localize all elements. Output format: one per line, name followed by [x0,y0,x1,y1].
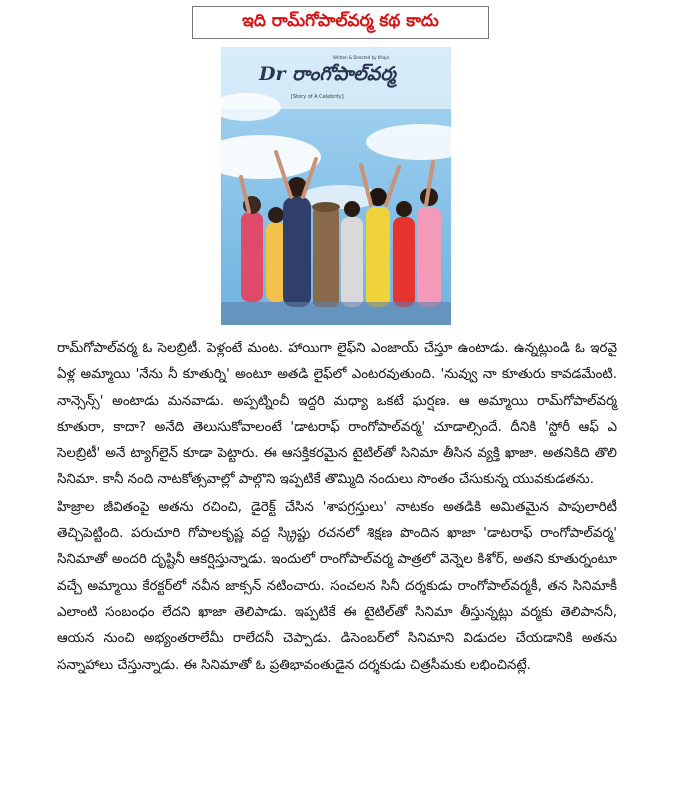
article-paragraph: రామ్‌గోపాల్‌వర్మ ఓ సెలబ్రిటీ. పెళ్లంటే మంట. హాయిగా లైఫ్‌ని ఎంజాయ్ చేస్తూ ఉంటాడు. ఉన్నట్లుండి ఓ ఇరవై ఏళ్ల అమ్మాయి 'నేను నీ కూతుర్ని' అంటూ అతడి లైఫ్‌లో ఎంటరవుతుంది. 'నువ్వు నా కూతురు కావడమేంటి. నాన్సెన్స్' అంటాడు మనవాడు. అప్పట్నించీ ఇద్దరి మధ్యా ఒకటే ఘర్షణ. ఆ అమ్మాయి రామ్‌గోపాల్‌వర్మ కూతురా, కాదా? అనేది తెలుసుకోవాలంటే 'డాటరాఫ్ రాంగోపాల్‌వర్మ' చూడాల్సిందే. దీనికి 'స్టోరీ ఆఫ్ ఎ సెలబ్రిటీ' అనే ట్యాగ్‌లైన్ కూడా పెట్టారు. ఈ ఆసక్తికరమైన టైటిల్‌తో సినిమా తీసిన వ్యక్తి ఖాజా. అతనికిది తొలి సినిమా. కానీ నంది నాటకోత్సవాల్లో పాల్గొని ఇప్పటికే తొమ్మిది నందులు సొంతం చేసుకున్న యువకుడతను. [57,341,617,488]
poster-tagline: [Story of A Celebrity] [291,94,344,100]
headline: ఇది రామ్‌గోపాల్‌వర్మ కథ కాదు [192,6,489,39]
movie-poster [221,47,451,325]
article-paragraph: హిజ్రాల జీవితంపై అతను రచించి, డైరెక్ట్ చేసిన 'శాపగ్రస్తులు' నాటకం అతడికి అమితమైన పాపులారిటీ తెచ్చిపెట్టింది. పరుచూరి గోపాలకృష్ణ వద్ద స్క్రిప్టు రచనలో శిక్షణ పొందిన ఖాజా 'డాటరాఫ్ రాంగోపాల్‌వర్మ' సినిమాతో అందరి దృష్టినీ ఆకర్షిస్తున్నాడు. ఇందులో రాంగోపాల్‌వర్మ పాత్రలో వెన్నెల కిశోర్, అతని కూతుర్నంటూ వచ్చే అమ్మాయి కేరక్టర్‌లో నవీన జాక్సన్ నటించారు. సంచలన సినీ దర్శకుడు రాంగోపాల్‌వర్మకీ, తన సినిమాకీ ఎలాంటి సంబంధం లేదని ఖాజా తెలిపాడు. ఇప్పటికే ఈ టైటిల్‌తో సినిమా తీస్తున్నట్లు వర్మకు తెలిపాననీ, ఆయన నుంచి అభ్యంతరాలేమీ రాలేదనీ చెప్పాడు. డిసెంబర్‌లో సినిమాని విడుదల చేయడానికి అతను సన్నాహాలు చేస్తున్నాడు. ఈ సినిమాతో ఓ ప్రతిభావంతుడైన దర్శకుడు చిత్రసీమకు లభించినట్లే. [57,499,617,673]
article-body [57,336,617,679]
poster-credit: Written & Directed by Khaja [333,55,389,60]
poster-title: Dr రాంగోపాల్‌వర్మ [259,63,396,85]
